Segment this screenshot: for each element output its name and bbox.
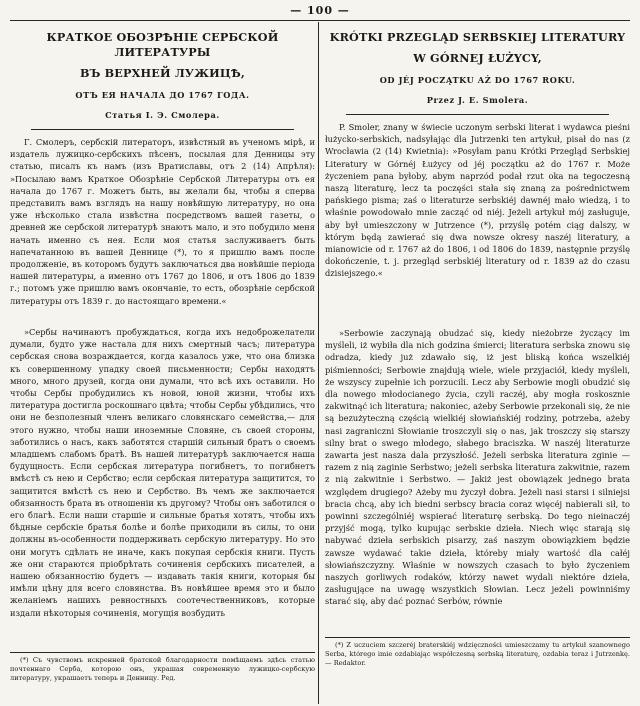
right-intro-block (325, 121, 630, 327)
right-title-line1: KRÓTKI PRZEGLĄD SERBSKIEJ LITERATURY (329, 30, 626, 44)
right-quote-paragraph: »Serbowie zaczynają obudzać się, kiedy nieżobrze życzący im myśleli, iż wybiła dla nich godzina śmierci; literatura serbska znowu się odradza, kiedy już zdawało się, iż jest bliską końca wszelkiéj piśmienności; Serbowie znajdują wiele, wiele przyjaciół, kiedy myśleli, że wszyscy zupełnie ich porzucili. Lecz aby Serbowie mogli obudzić się dla nowego młodocianego życia, czyli raczéj, aby mogła roskosznie zakwitnąć ich literatura; nakoniec, ażeby Serbowie przekonali się, że nie są bezużyteczną częścią wielkiéj słowiańskiéj rodziny, potrzeba, ażeby nasi zagraniczni Słowianie troszczyli się o nas, jak troszczy się starszy silny brat o swego młodego, słabego braciszka. W naszéj literaturze zawarta jest nasza dala przyszłość. Jeżeli serbska literatura zginie — razem z nią zaginie Serbstwo; jeżeli serbska literatura zakwitnie, razem z nią zakwitnie i Serbstwo. — Jakiż jest obowiązek jednego brata względem drugiego? Ażeby mu życzył dobra. Jeżeli nasi starsi i silniejsi bracia chcą, aby ich biedni serbscy bracia coraz więcéj nabierali sił, to powinni szczególniéj wspierać literaturę serbską. Do tego nieinaczéj przyjść mogą, tylko kupując serbskie dzieła. Niech więc starają się nabywać dzieła serbskich pisarzy, zaś naszym obowiązkiem będzie zawsze wydawać takie dzieła, któreby miały wartość dla całéj słowiańszczyzny. Właśnie w nowszych czasach to było życzeniem naszych gorliwych rodaków, którzy nawet wydali niektóre dzieła, zasługujące na uwagę wszystkich Słowian. Lecz jeżeli powinniśmy starać się, aby dać poznać Serbów, równie (325, 328, 630, 607)
right-intro-paragraph: P. Smoler, znany w świecie uczonym serbski literat i wydawca pieśni łużycko-serbskich, nadsyłając dla Jutrzenki ten artykuł, pisał do nas (z Wrocławia (2 (14) Kwietnia): »Posyłam panu Krótki Przegląd Serbskiej Literatury w Górnéj Łużycy od jéj początku aż do 1767 r. Może życzeniem pana byłoby, abym naprzód podał rzut oka na tegoczesną naszą literaturę, lecz ta poczęści stała się znaną za pośrednictwem pańskiego pisma; zaś o literaturze serbskiéj dawnéj mało wiedzą, i to właśnie powodowało mnie zacząć od niéj. Jeżeli artykuł mój zasługuje, aby był umieszczony w Jutrzence (*), przyślę potém ciąg dalszy, w którym będą zawierać się dwa nowsze okresy naszéj literatury, a mianowicie od r. 1767 aż do 1806, i od 1806 do 1839, następnie przyślę dokończenie, t. j. przegląd serbskiéj literatury od r. 1839 aż do czasu dzisiejszego.« (325, 122, 630, 279)
right-footnote-rule (325, 637, 630, 638)
left-footnote: (*) Съ чувствомъ искренней братской благодарности помѣщаемъ здѣсь статью почтеннаго Серба, которою онъ, украшая современную лужицко-сербскую литературу, украшаетъ теперь и Денницу. Ред. (10, 656, 315, 683)
column-divider (318, 22, 319, 704)
right-title-separator (346, 114, 608, 115)
left-author: Статья І. Э. Смолера. (105, 110, 220, 120)
polish-column (325, 24, 630, 700)
left-footnote-rule (10, 652, 315, 653)
page-number: — 100 — (290, 4, 350, 17)
left-intro-paragraph: Г. Смолеръ, сербскій литераторъ, извѣстный въ ученомъ мірѣ, и издатель лужицко-сербскихъ пѣсенъ, посылая для Денницы эту статью, писалъ къ намъ (изъ Вратиславы, отъ 2 (14) Апрѣля): »Посылаю вамъ Краткое Обозрѣніе Сербской Литературы отъ ея начала до 1767 г. Можетъ быть, вы желали бы, чтобы я сперва представилъ вамъ взглядъ на нашу новѣйшую литературу, но она уже нѣсколько стала извѣстна посредствомъ вашей газеты, о древней же сербской литературѣ знаютъ мало, и это побудило меня начать именно съ нея. Если моя статья заслуживаетъ быть напечатанною въ вашей Деннице (*), то я пришлю вамъ после продолженіе, въ которомъ будутъ заключаться два новѣйшіе періода нашей литературы, а именно отъ 1767 до 1806, и отъ 1806 до 1839 г.; потомъ уже пришлю вамъ окончаніе, то есть, обозрѣніе сербской литературы отъ 1839 г. до настоящаго времени.« (10, 137, 315, 306)
left-title-line1: КРАТКОЕ ОБОЗРѢНІЕ СЕРБСКОЙ ЛИТЕРАТУРЫ (46, 30, 279, 59)
header-rule (10, 20, 630, 21)
right-quote-block (325, 327, 630, 633)
left-subtitle: ОТЪ ЕЯ НАЧАЛА ДО 1767 ГОДА. (75, 90, 250, 100)
right-title-line2: W GÓRNEJ ŁUŻYCY, (413, 51, 542, 65)
right-author: Przez J. E. Smolera. (426, 95, 529, 105)
right-footnote: (*) Z uczuciem szczeréj braterskiéj wdzięczności umieszczamy tu artykuł szanownego Serba, którego imie ozdabiając współczesną serbską literaturę, ozdabia teraz i Jutrzenkę. — Redaktor. (325, 641, 630, 668)
right-subtitle: OD JÉJ POCZĄTKU AŻ DO 1767 ROKU. (379, 75, 576, 85)
left-title-line2: ВЪ ВЕРХНЕЙ ЛУЖИЦѢ, (79, 66, 246, 80)
russian-column (10, 24, 315, 700)
left-quote-block (10, 326, 315, 648)
left-intro-block (10, 136, 315, 326)
left-title-separator (31, 129, 293, 130)
left-quote-paragraph: »Сербы начинаютъ пробуждаться, когда ихъ недоброжелатели думали, будто уже настала для нихъ смертный часъ; литература сербская снова возраждается, когда казалось уже, что она близка къ совершенному упадку своей письменности; Сербы находятъ много, много друзей, когда они думали, что всѣ ихъ оставили. Но чтобы Сербы пробудились къ новой, юной жизни, чтобы ихъ литература достигла роскошнаго цвѣта; чтобы Сербы убѣдились, что они не безполезный членъ великаго словянскаго семейства,— для этого нужно, чтобы наши иноземные Словяне, съ своей стороны, заботились о насъ, какъ заботятся старшій сильный братъ о своемъ младшемъ слабомъ братѣ. Въ нашей литературѣ заключается наша будущность. Если сербская литература погибнетъ, то погибнетъ вмѣстѣ съ нею и Сербство; если сербская литература защитится, то защитится вмѣстѣ съ нею и Сербство. Въ чемъ же заключается обязанность брата въ отношеніи къ другому? Чтобы онъ заботился о его благѣ. Если наши старшіе и сильные братья хотятъ, чтобы ихъ бѣдные сербскіе братья болѣе и болѣе приходили въ силы, то они должны въ-особенности поддерживать сербскую литературу. Но это они могутъ сдѣлать не иначе, какъ покупая сербскія книги. Пусть же они стараются пріобрѣтать сочиненія сербскихъ писателей, а нашею обязанностію будетъ — издавать такія книги, которыя бы имѣли цѣну для всего словянства. Въ новѣйшее время это и было желаніемъ нашихъ ревностныхъ соотечественниковъ, которые издали нѣкоторыя сочиненія, могущія возбудить (10, 327, 315, 618)
